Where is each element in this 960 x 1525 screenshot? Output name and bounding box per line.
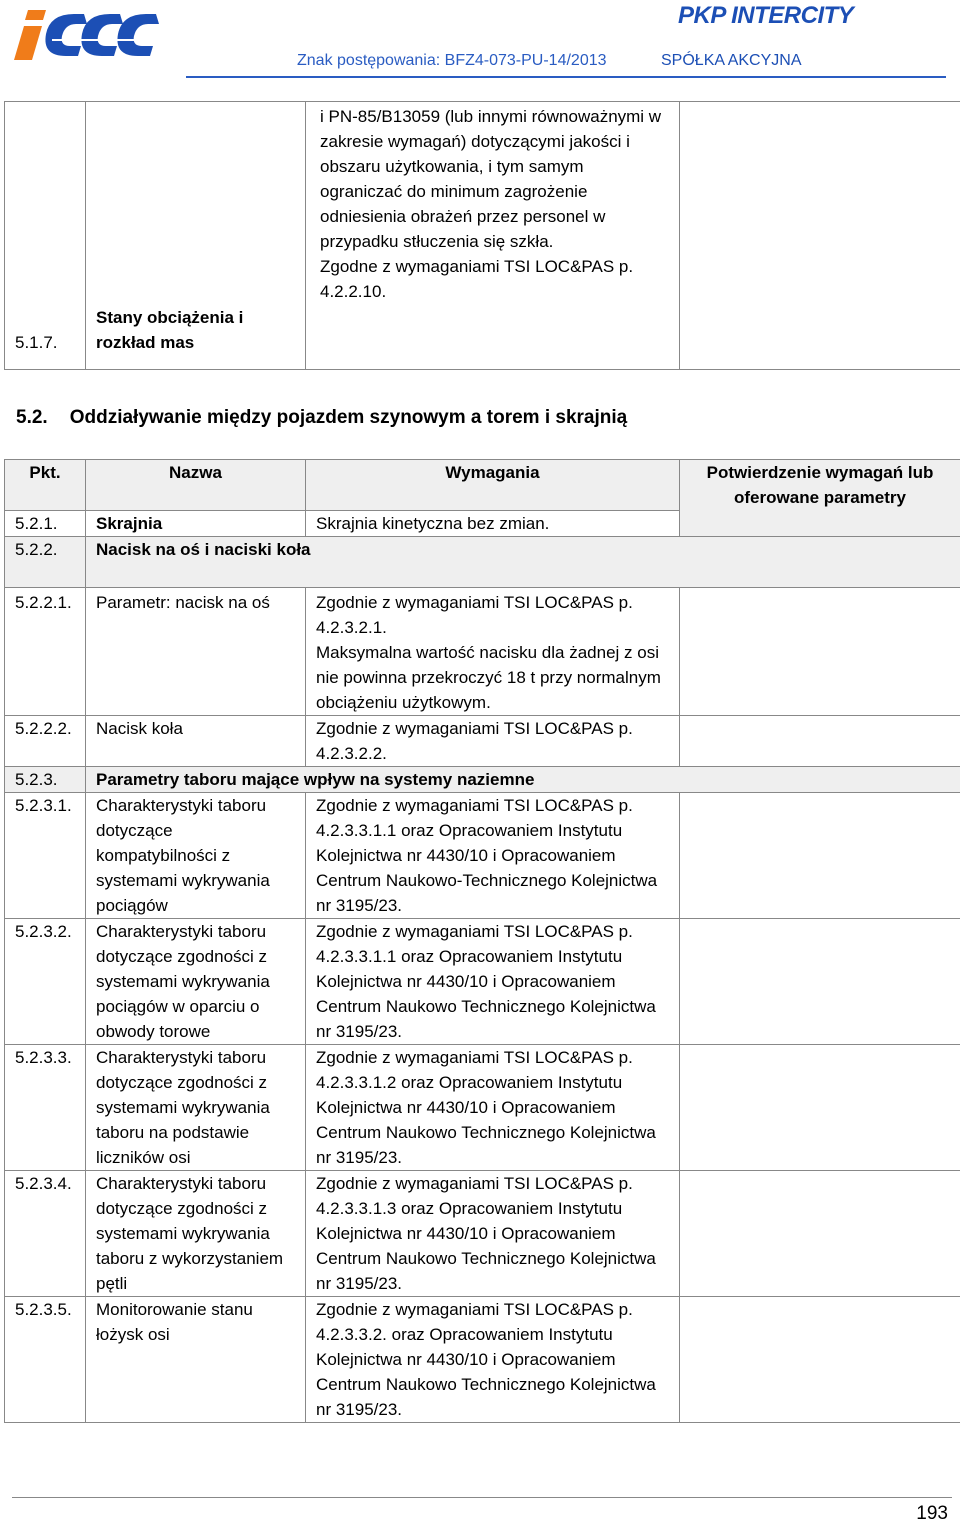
section-heading xyxy=(16,407,649,429)
nazwa-cell: Charakterystyki taboru dotyczące zgodności z systemami wykrywania taboru z wykorzystaniem pętli xyxy=(86,1171,306,1297)
footer-divider xyxy=(12,1497,952,1498)
potwierdzenie-cell[interactable] xyxy=(680,1297,960,1423)
pkt-cell: 5.2.2. xyxy=(5,537,86,588)
column-header-nazwa: Nazwa xyxy=(86,460,306,511)
potwierdzenie-cell[interactable] xyxy=(680,588,960,716)
pkt-cell: 5.2.3.3. xyxy=(5,1045,86,1171)
requirements-table xyxy=(4,459,960,1423)
nazwa-cell: Skrajnia xyxy=(86,511,306,537)
wymagania-cell: Zgodnie z wymaganiami TSI LOC&PAS p. 4.2.3.3.2. oraz Opracowaniem Instytutu Kolejnictwa nr 4430/10 i Opracowaniem Centrum Naukowo Technicznego Kolejnictwa nr 3195/23. xyxy=(306,1297,680,1423)
nazwa-cell: Monitorowanie stanu łożysk osi xyxy=(86,1297,306,1423)
page-number: 193 xyxy=(916,1503,948,1524)
wymagania-cell: Zgodnie z wymaganiami TSI LOC&PAS p. 4.2.3.3.1.3 oraz Opracowaniem Instytutu Kolejnictwa nr 4430/10 i Opracowaniem Centrum Naukowo Technicznego Kolejnictwa nr 3195/23. xyxy=(306,1171,680,1297)
wymagania-cell xyxy=(306,102,680,370)
table-subheader-row xyxy=(5,767,960,793)
header-divider xyxy=(186,76,946,78)
nazwa-cell: Charakterystyki taboru dotyczące zgodności z systemami wykrywania taboru na podstawie liczników osi xyxy=(86,1045,306,1171)
table-row xyxy=(5,588,960,716)
table-row xyxy=(5,1171,960,1297)
nazwa-cell: Charakterystyki taboru dotyczące zgodności z systemami wykrywania pociągów w oparciu o obwody torowe xyxy=(86,919,306,1045)
column-header-potwierdzenie: Potwierdzenie wymagań lub oferowane parametry xyxy=(680,460,960,537)
table-row xyxy=(5,1297,960,1423)
potwierdzenie-cell[interactable] xyxy=(680,1045,960,1171)
nazwa-cell: Parametr: nacisk na oś xyxy=(86,588,306,716)
nazwa-cell: Charakterystyki taboru dotyczące kompatybilności z systemami wykrywania pociągów xyxy=(86,793,306,919)
pkt-cell: 5.2.3.5. xyxy=(5,1297,86,1423)
pkt-cell: 5.1.7. xyxy=(5,102,86,370)
requirements-table-continued xyxy=(4,101,960,370)
nazwa-cell: Nacisk koła xyxy=(86,716,306,767)
nazwa-cell: Stany obciążenia i rozkład mas xyxy=(86,102,306,370)
table-subheader-row xyxy=(5,537,960,588)
nazwa-cell: Parametry taboru mające wpływ na systemy naziemne xyxy=(86,767,960,793)
potwierdzenie-cell[interactable] xyxy=(680,919,960,1045)
page-header xyxy=(0,0,960,80)
table-row xyxy=(5,1045,960,1171)
wymagania-cell: Zgodnie z wymaganiami TSI LOC&PAS p. 4.2.3.2.2. xyxy=(306,716,680,767)
potwierdzenie-cell[interactable] xyxy=(680,716,960,767)
table-row xyxy=(5,919,960,1045)
table-header-row xyxy=(5,460,960,511)
section-title: Oddziaływanie między pojazdem szynowym a torem i skrajnią xyxy=(69,407,628,428)
brand-name: PKP INTERCITY xyxy=(678,2,854,29)
wymagania-cell: Skrajnia kinetyczna bez zmian. xyxy=(306,511,680,537)
ic-logo-icon xyxy=(14,4,179,64)
pkt-cell: 5.2.2.2. xyxy=(5,716,86,767)
wymagania-cell: Zgodnie z wymaganiami TSI LOC&PAS p. 4.2.3.3.1.1 oraz Opracowaniem Instytutu Kolejnictwa nr 4430/10 i Opracowaniem Centrum Naukowo-Technicznego Kolejnictwa nr 3195/23. xyxy=(306,793,680,919)
pkt-cell: 5.2.3. xyxy=(5,767,86,793)
pkt-cell: 5.2.3.1. xyxy=(5,793,86,919)
wymagania-cell: Zgodnie z wymaganiami TSI LOC&PAS p. 4.2.3.2.1. Maksymalna wartość nacisku dla żadnej z osi nie powinna przekroczyć 18 t przy normalnym obciążeniu użytkowym. xyxy=(306,588,680,716)
pkt-cell: 5.2.1. xyxy=(5,511,86,537)
nazwa-cell: Nacisk na oś i naciski koła xyxy=(86,537,960,588)
pkt-cell: 5.2.3.4. xyxy=(5,1171,86,1297)
procedure-reference: Znak postępowania: BFZ4-073-PU-14/2013 xyxy=(297,52,607,69)
potwierdzenie-cell[interactable] xyxy=(680,102,960,370)
pkt-cell: 5.2.2.1. xyxy=(5,588,86,716)
column-header-pkt: Pkt. xyxy=(5,460,86,511)
wymagania-cell: Zgodnie z wymaganiami TSI LOC&PAS p. 4.2.3.3.1.2 oraz Opracowaniem Instytutu Kolejnictwa nr 4430/10 i Opracowaniem Centrum Naukowo Technicznego Kolejnictwa nr 3195/23. xyxy=(306,1045,680,1171)
wymagania-text: Zgodne z wymaganiami TSI LOC&PAS p. 4.2.2.10. xyxy=(320,257,634,301)
potwierdzenie-cell[interactable] xyxy=(680,793,960,919)
table-row xyxy=(5,793,960,919)
company-form: SPÓŁKA AKCYJNA xyxy=(661,52,802,69)
wymagania-continuation: i PN-85/B13059 (lub innymi równoważnymi w zakresie wymagań) dotyczącymi jakości i obszaru użytkowania, i tym samym ograniczać do minimum zagrożenie odniesienia obrażeń przez personel w przypadku stłuczenia się szkła. xyxy=(320,107,662,251)
table-row xyxy=(5,102,960,370)
column-header-wymagania: Wymagania xyxy=(306,460,680,511)
table-row xyxy=(5,716,960,767)
section-number: 5.2. xyxy=(16,407,48,428)
pkt-cell: 5.2.3.2. xyxy=(5,919,86,1045)
wymagania-cell: Zgodnie z wymaganiami TSI LOC&PAS p. 4.2.3.3.1.1 oraz Opracowaniem Instytutu Kolejnictwa nr 4430/10 i Opracowaniem Centrum Naukowo Technicznego Kolejnictwa nr 3195/23. xyxy=(306,919,680,1045)
potwierdzenie-cell[interactable] xyxy=(680,1171,960,1297)
